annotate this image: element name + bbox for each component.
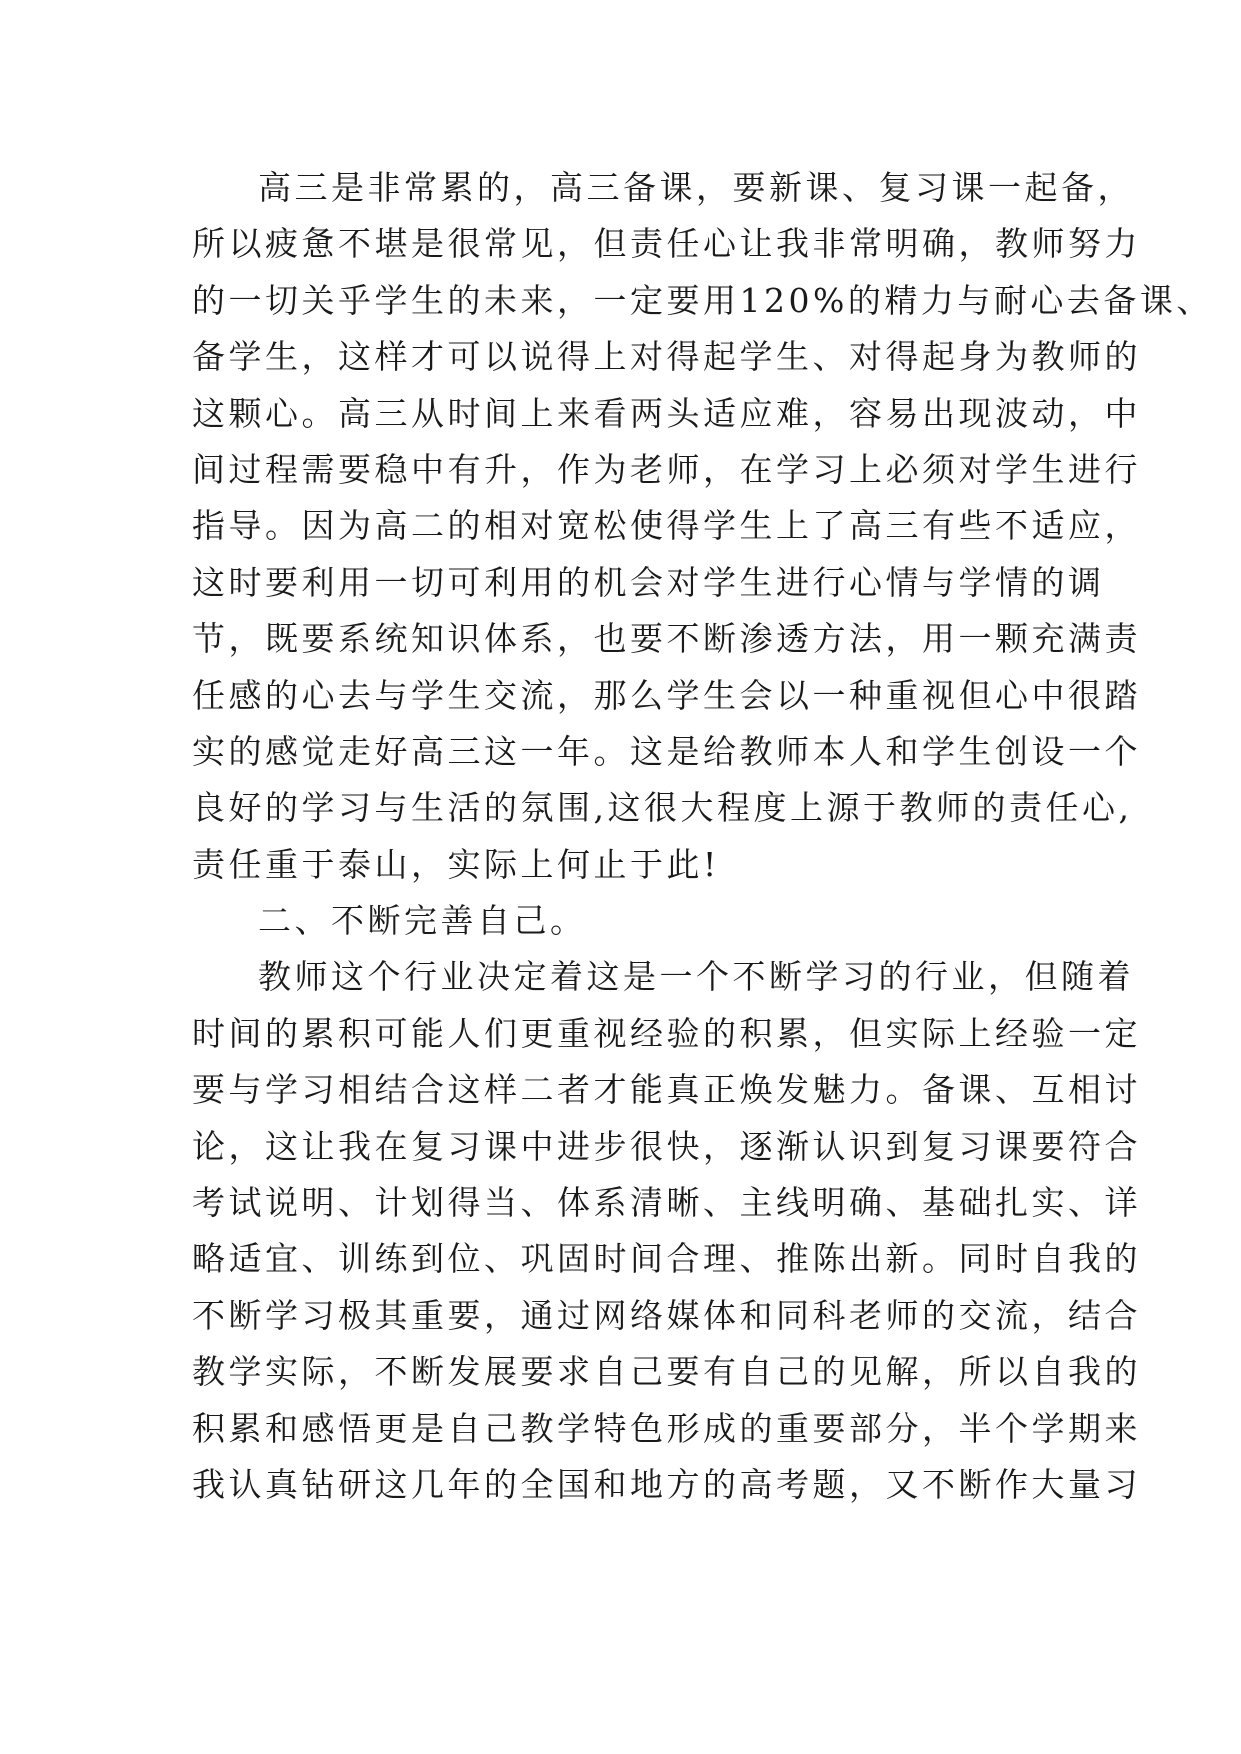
text-line: 间过程需要稳中有升，作为老师，在学习上必须对学生进行 — [192, 449, 1141, 489]
text-line: 良好的学习与生活的氛围,这很大程度上源于教师的责任心, — [192, 788, 1133, 828]
text-line: 要与学习相结合这样二者才能真正焕发魅力。备课、互相讨 — [192, 1070, 1141, 1110]
body-text — [192, 160, 1213, 1513]
text-line: 教学实际，不断发展要求自己要有自己的见解，所以自我的 — [192, 1352, 1141, 1392]
text-line: 时间的累积可能人们更重视经验的积累，但实际上经验一定 — [192, 1013, 1141, 1053]
text-line: 不断学习极其重要，通过网络媒体和同科老师的交流，结合 — [192, 1295, 1141, 1335]
text-line: 考试说明、计划得当、体系清晰、主线明确、基础扎实、详 — [192, 1183, 1141, 1223]
text-line: 任感的心去与学生交流，那么学生会以一种重视但心中很踏 — [192, 675, 1141, 715]
text-line: 节，既要系统知识体系，也要不断渗透方法，用一颗充满责 — [192, 619, 1141, 659]
text-line: 的一切关乎学生的未来，一定要用120%的精力与耐心去备课、 — [192, 280, 1213, 320]
text-line: 这颗心。高三从时间上来看两头适应难，容易出现波动，中 — [192, 393, 1141, 433]
text-line: 教师这个行业决定着这是一个不断学习的行业，但随着 — [258, 957, 1134, 997]
text-line: 论，这让我在复习课中进步很快，逐渐认识到复习课要符合 — [192, 1126, 1141, 1166]
text-line: 备学生，这样才可以说得上对得起学生、对得起身为教师的 — [192, 337, 1141, 377]
text-line: 这时要利用一切可利用的机会对学生进行心情与学情的调 — [192, 562, 1105, 602]
text-line: 所以疲惫不堪是很常见，但责任心让我非常明确，教师努力 — [192, 224, 1141, 264]
section-heading: 二、不断完善自己。 — [258, 901, 587, 941]
text-line: 我认真钻研这几年的全国和地方的高考题，又不断作大量习 — [192, 1464, 1141, 1504]
text-line: 高三是非常累的，高三备课，要新课、复习课一起备， — [258, 168, 1134, 207]
text-line: 实的感觉走好高三这一年。这是给教师本人和学生创设一个 — [192, 731, 1141, 771]
text-line: 积累和感悟更是自己教学特色形成的重要部分，半个学期来 — [192, 1408, 1141, 1448]
text-line: 略适宜、训练到位、巩固时间合理、推陈出新。同时自我的 — [192, 1239, 1141, 1279]
text-line: 责任重于泰山，实际上何止于此! — [192, 844, 720, 884]
text-line: 指导。因为高二的相对宽松使得学生上了高三有些不适应， — [192, 506, 1141, 546]
